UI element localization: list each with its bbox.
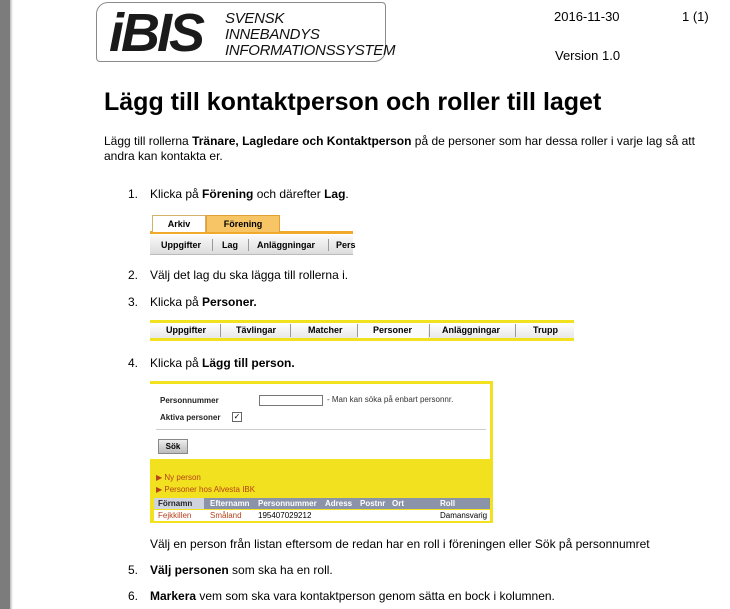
- step-text: Välj det lag du ska lägga till rollerna i.: [150, 268, 349, 282]
- ny-person-link[interactable]: ▶ Ny person: [156, 473, 201, 482]
- step-number: 3.: [128, 295, 139, 309]
- personer-hos-link[interactable]: ▶ Personer hos Alvesta IBK: [156, 485, 256, 494]
- instruction-paragraph: Välj en person från listan eftersom de redan har en roll i föreningen eller Sök på personnumret: [150, 537, 650, 551]
- cell-efternamn: Småland: [210, 511, 242, 520]
- col-roll[interactable]: Roll: [440, 499, 456, 508]
- cell-fornamn[interactable]: Fejkkillen: [158, 511, 192, 520]
- cell-personnummer: 195407029212: [258, 511, 312, 520]
- page-title: Lägg till kontaktperson och roller till laget: [104, 88, 602, 116]
- logo-line-3: INFORMATIONSSYSTEM: [225, 42, 396, 59]
- page-number: 1 (1): [682, 9, 709, 24]
- tab-arkiv[interactable]: Arkiv: [152, 215, 206, 232]
- screenshot-lag-menu: [150, 320, 574, 341]
- step-text: Klicka på: [150, 187, 203, 201]
- personnummer-input[interactable]: [259, 395, 323, 406]
- aktiva-personer-label: Aktiva personer: [160, 413, 221, 422]
- menu-personer[interactable]: Personer: [373, 325, 413, 335]
- step-number: 5.: [128, 563, 139, 577]
- document-version: Version 1.0: [555, 48, 621, 63]
- search-hint: - Man kan söka på enbart personnr.: [327, 395, 454, 404]
- menu-anlaggningar[interactable]: Anläggningar: [442, 325, 500, 335]
- intro-text-2: på de personer som har dessa roller i varje lag så att andra kan kontakta er.: [104, 134, 695, 163]
- screenshot-forening-menu: [150, 213, 356, 256]
- col-postnr[interactable]: Postnr: [360, 499, 386, 508]
- step-text: .: [345, 187, 349, 201]
- menu-personer[interactable]: Pers: [336, 240, 356, 250]
- step-text: Klicka på: [150, 356, 203, 370]
- screenshot-lagg-till-person: [150, 381, 493, 523]
- col-personnummer[interactable]: Personnummer: [258, 499, 317, 508]
- link-text: Ny person: [164, 473, 201, 482]
- cell-roll: Damansvarig: [440, 511, 488, 520]
- document-date: 2016-11-30: [554, 9, 620, 24]
- viewer-left-edge: [0, 0, 10, 609]
- menu-trupp[interactable]: Trupp: [533, 325, 558, 335]
- col-ort[interactable]: Ort: [392, 499, 404, 508]
- intro-roles: Tränare, Lagledare och Kontaktperson: [192, 134, 412, 148]
- step-number: 2.: [128, 268, 139, 282]
- step-bold: Markera: [150, 589, 197, 603]
- table-row[interactable]: [154, 510, 490, 521]
- intro-text-1: Lägg till rollerna: [104, 134, 193, 148]
- step-bold: Lägg till person.: [202, 356, 295, 370]
- logo-mark: iBIS: [109, 3, 203, 63]
- step-bold: Förening: [202, 187, 254, 201]
- logo-line-1: SVENSK: [225, 10, 285, 27]
- personnummer-label: Personnummer: [160, 396, 219, 405]
- link-text: Personer hos Alvesta IBK: [164, 485, 256, 494]
- tab-forening[interactable]: Förening: [206, 215, 280, 232]
- step-bold: Välj personen: [150, 563, 229, 577]
- menu-uppgifter[interactable]: Uppgifter: [166, 325, 206, 335]
- step-number: 4.: [128, 356, 139, 370]
- logo-line-2: INNEBANDYS: [225, 26, 320, 43]
- step-bold: Lag: [324, 187, 346, 201]
- menu-uppgifter[interactable]: Uppgifter: [161, 240, 201, 250]
- intro-paragraph: [104, 134, 714, 164]
- menu-anlaggningar[interactable]: Anläggningar: [257, 240, 315, 250]
- col-fornamn[interactable]: Förnamn: [158, 499, 193, 508]
- aktiva-personer-checkbox[interactable]: ✓: [233, 412, 241, 421]
- table-header: [154, 498, 490, 509]
- step-text: och därefter: [253, 187, 325, 201]
- viewer-edge-shadow: [10, 0, 13, 609]
- menu-lag[interactable]: Lag: [222, 240, 239, 250]
- step-number: 6.: [128, 589, 139, 603]
- ibis-logo: [96, 2, 396, 63]
- forening-submenu: [150, 235, 356, 255]
- sok-button[interactable]: Sök: [158, 439, 188, 454]
- col-efternamn[interactable]: Efternamn: [210, 499, 250, 508]
- step-text: som ska ha en roll.: [228, 563, 333, 577]
- menu-matcher[interactable]: Matcher: [308, 325, 343, 335]
- step-bold: Personer.: [202, 295, 257, 309]
- menu-tavlingar[interactable]: Tävlingar: [236, 325, 277, 335]
- col-adress[interactable]: Adress: [325, 499, 353, 508]
- step-text: vem som ska vara kontaktperson genom sätta en bock i kolumnen.: [196, 589, 555, 603]
- step-text: Klicka på: [150, 295, 203, 309]
- step-number: 1.: [128, 187, 139, 201]
